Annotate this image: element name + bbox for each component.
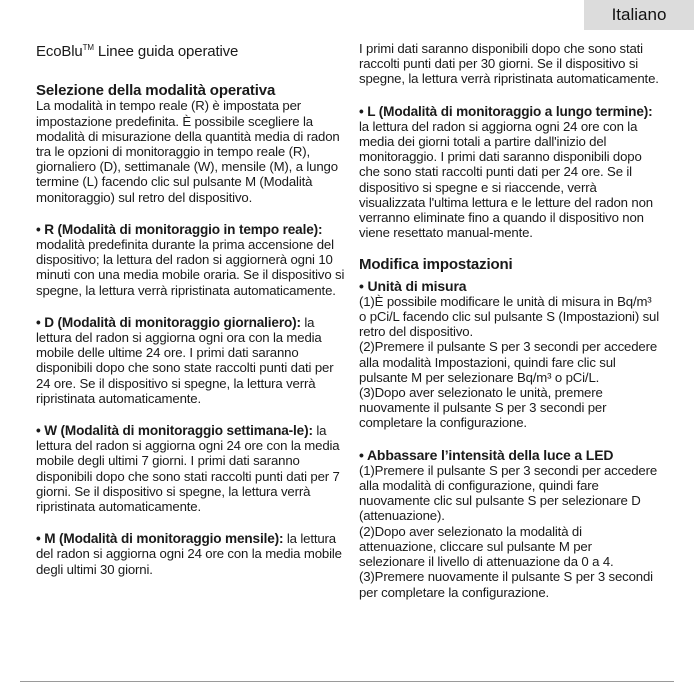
units-heading: • Unità di misura xyxy=(359,277,467,294)
mode-d-heading: • D (Modalità di monitoraggio giornaliero): xyxy=(36,314,301,330)
mode-w-text: la lettura del radon si aggiorna ogni 24 ore con la media mobile degli ultimi 7 giorni. I primi dati saranno disponibili dopo che sono stati raccolti punti dati per 7 giorni. Se il dispositivo si spegne, la lettura verrà ripristinata automaticamente. xyxy=(36,423,340,515)
units-steps xyxy=(359,294,659,431)
title-brand: EcoBlu xyxy=(36,43,83,60)
led-step: (1)Premere il pulsante S per 3 secondi per accedere alla modalità di configurazione, quindi fare nuovamente clic sul pulsante S per selezionare D (attenuazione). xyxy=(359,462,658,524)
mode-r-text: modalità predefinita durante la prima accensione del dispositivo; la lettura del radon si aggiornerà ogni 10 minuti con una media mobile oraria. Se il dispositivo si spegne, la lettura verrà ripristinata automaticamente. xyxy=(36,237,345,298)
mode-m-heading: • M (Modalità di monitoraggio mensile): xyxy=(36,531,284,547)
mode-w-heading: • W (Modalità di monitoraggio settimana-le): xyxy=(36,423,313,439)
units-step: (1)È possibile modificare le unità di misura in Bq/m³ o pCi/L facendo clic sul pulsante S (Impostazioni) sul retro del dispositivo. xyxy=(359,293,660,340)
document-title xyxy=(36,40,348,59)
led-step: (2)Dopo aver selezionato la modalità di attenuazione, cliccare sul pulsante M per selezionare il livello di attenuazione da 0 a 4. xyxy=(359,523,614,570)
mode-w-paragraph xyxy=(36,423,348,514)
led-step: (3)Premere nuovamente il pulsante S per 3 secondi per completare la configurazione. xyxy=(359,569,653,600)
mode-d-text: la lettura del radon si aggiorna ogni ora con la media mobile delle ultime 24 ore. I primi dati saranno disponibili dopo che sono state raccolti punti dati per 24 ore. Se il dispositivo si spegne, la lettura verrà ripristinata automaticamente. xyxy=(36,314,334,406)
title-text: Linee guida operative xyxy=(93,43,239,60)
units-step: (3)Dopo aver selezionato le unità, premere nuovamente il pulsante S per 3 secondi per completare la configurazione. xyxy=(359,385,607,431)
left-column xyxy=(36,40,348,594)
mode-l-paragraph xyxy=(359,104,659,241)
mode-m-continued: I primi dati saranno disponibili dopo che sono stati raccolti punti dati per 30 giorni. Se il dispositivo si spegne, la lettura verrà ripristinata automaticamente. xyxy=(359,41,659,87)
language-tab: Italiano xyxy=(584,0,694,30)
units-step: (2)Premere il pulsante S per 3 secondi per accedere alla modalità Impostazioni, quindi fare clic sul pulsante M per selezionare Bq/m³ o pCi/L. xyxy=(359,339,658,385)
mode-r-heading: • R (Modalità di monitoraggio in tempo reale): xyxy=(36,221,323,237)
trademark-mark: TM xyxy=(82,43,94,52)
right-column xyxy=(359,41,659,600)
section-title-settings: Modifica impostazioni xyxy=(359,256,513,274)
section-title-mode-selection: Selezione della modalità operativa xyxy=(36,82,276,100)
mode-d-paragraph xyxy=(36,315,348,406)
led-heading: • Abbassare l’intensità della luce a LED xyxy=(359,446,614,463)
mode-l-text: la lettura del radon si aggiorna ogni 24 ore con la media dei giorni totali a partire dall'inizio del monitoraggio. I primi dati saranno disponibili dopo che sono stati raccolti punti dati per 24 ore. Se il dispositivo si spegne e si riaccende, verrà visualizzata l'ultima lettura e le letture del radon non verranno eliminate fino a quando il dispositivo non viene resettato manual-mente. xyxy=(359,118,653,241)
mode-m-text: la lettura del radon si aggiorna ogni 24 ore con la media mobile degli ultimi 30 giorni. xyxy=(36,531,342,577)
footer-divider xyxy=(20,681,674,682)
mode-m-paragraph xyxy=(36,531,348,577)
mode-l-heading: • L (Modalità di monitoraggio a lungo termine): xyxy=(359,103,653,119)
led-steps xyxy=(359,463,659,600)
intro-paragraph: La modalità in tempo reale (R) è impostata per impostazione predefinita. È possibile scegliere la modalità di misurazione della quantità media di radon tra le opzioni di monitoraggio in tempo reale (R), giornaliero (D), settimanale (W), mensile (M), a lungo termine (L) facendo clic sul pulsante M (Modalità monitoraggio) sul retro del dispositivo. xyxy=(36,98,340,205)
mode-r-paragraph xyxy=(36,222,348,298)
